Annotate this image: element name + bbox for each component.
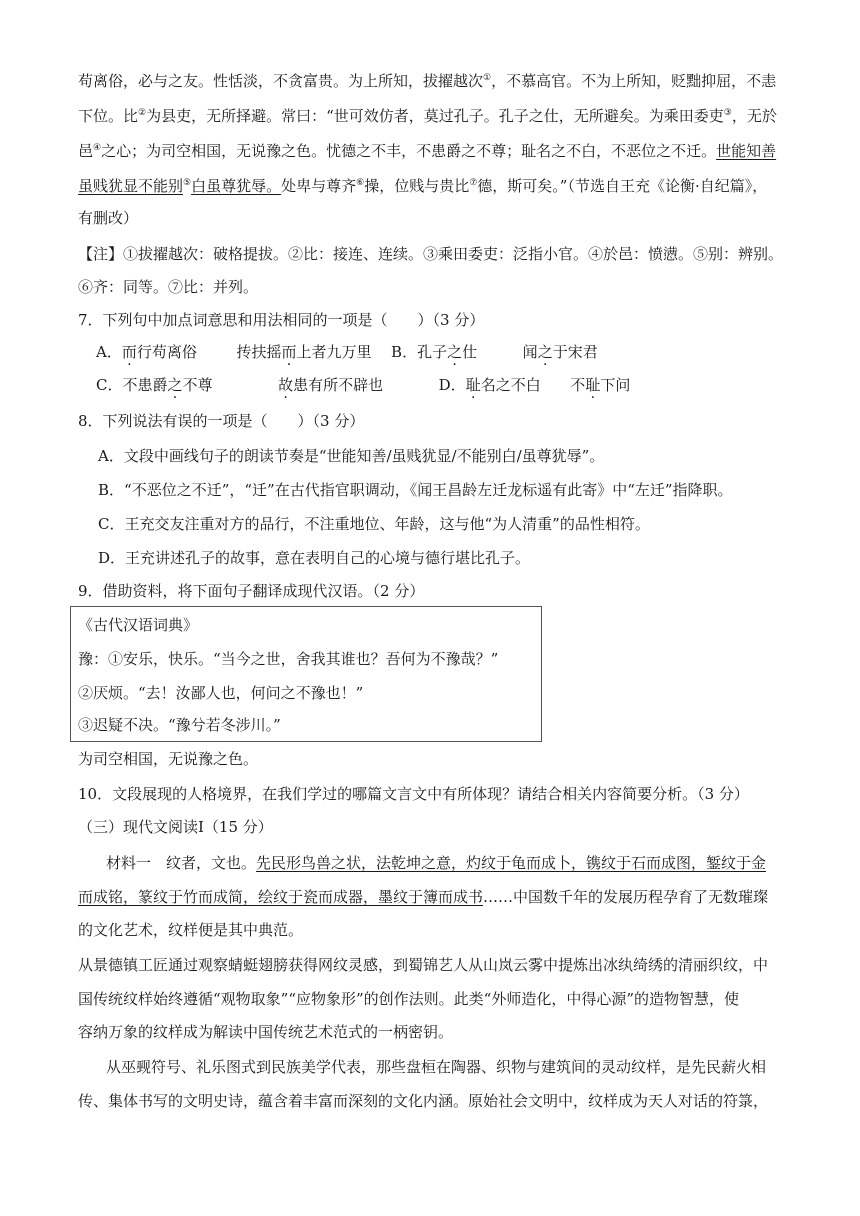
dotted-word: 之 xyxy=(447,343,463,361)
underlined-sentence-end: 白虽尊犹辱。 xyxy=(191,177,282,195)
question-7-options-ab: A．而行苟离俗 抟扶摇而上者九万里 B．孔子之仕 闻之于宋君 xyxy=(96,343,598,361)
question-7-stem: 7．下列句中加点词意思和用法相同的一项是（ ）（3 分） xyxy=(78,311,485,329)
dictionary-definition-2: ②厌烦。“去！汝鄙人也，何问之不豫也！” xyxy=(78,684,364,702)
dotted-word: 耻 xyxy=(465,376,481,394)
paragraph-2-line-1: 从景德镇工匠通过观察蜻蜓翅膀获得网纹灵感，到蜀锦艺人从山岚云雾中提炼出冰纨绮绣的清丽织纹，中 xyxy=(78,956,769,974)
dotted-word: 而 xyxy=(121,343,137,361)
dotted-word: 耻 xyxy=(585,376,601,394)
dotted-word: 故 xyxy=(278,376,294,394)
dotted-word: 之 xyxy=(537,343,553,361)
underlined-text: 而成铭，篆纹于竹而成简，绘纹于瓷而成器，墨纹于簿而成书 xyxy=(78,888,484,906)
paragraph-3-line-1: 从巫觋符号、礼乐图式到民族美学代表，那些盘桓在陶器、织物与建筑间的灵动纹样，是先民薪火相 xyxy=(106,1058,767,1076)
question-9-sentence: 为司空相国，无说豫之色。 xyxy=(78,750,259,768)
passage-line-4: 虽贱犹显不能别⑤白虽尊犹辱。处卑与尊齐⑥操，位贱与贵比⑦德，斯可矣。”（节选自王充《论衡·自纪篇》， xyxy=(78,177,768,195)
paragraph-2-line-3: 容纳万象的纹样成为解读中国传统艺术范式的一柄密钥。 xyxy=(78,1023,454,1041)
question-8-stem: 8．下列说法有误的一项是（ ）（3 分） xyxy=(78,412,365,430)
question-8-option-c: C．王充交友注重对方的品行，不注重地位、年龄，这与他“为人清重”的品性相符。 xyxy=(98,515,650,533)
passage-line-1: 苟离俗，必与之友。性恬淡，不贪富贵。为上所知，拔擢越次①，不慕高官。不为上所知，贬黜抑屈，不恚 xyxy=(78,72,777,90)
question-8-option-a: A．文段中画线句子的朗读节奏是“世能知善/虽贱犹显/不能别白/虽尊犹辱”。 xyxy=(98,447,605,465)
dictionary-definition-3: ③迟疑不决。“豫兮若冬涉川。” xyxy=(78,716,281,734)
material-1-line-2: 而成铭，篆纹于竹而成简，绘纹于瓷而成器，墨纹于簿而成书……中国数千年的发展历程孕育了无数璀璨 xyxy=(78,888,769,906)
dotted-word: 之 xyxy=(167,376,183,394)
question-8-option-b: B．“不恶位之不迁”，“迁”在古代指官职调动，《闻王昌龄左迁龙标遥有此寄》中“左迁”指降职。 xyxy=(98,481,733,499)
underlined-sentence-mid: 虽贱犹显不能别 xyxy=(78,177,184,195)
note-line-1: 【注】①拔擢越次：破格提拔。②比：接连、连续。③乘田委吏：泛指小官。④於邑：愤懑。⑤别：辨别。 xyxy=(78,245,784,263)
question-8-option-d: D．王充讲述孔子的故事，意在表明自己的心境与德行堪比孔子。 xyxy=(98,549,531,567)
note-line-2: ⑥齐：同等。⑦比：并列。 xyxy=(78,278,259,296)
underlined-sentence-start: 世能知善 xyxy=(716,142,777,160)
passage-line-5: 有删改） xyxy=(78,209,139,227)
question-7-options-cd: C．不患爵之不尊 故患有所不辟也 D．耻名之不白 不耻下问 xyxy=(96,376,631,394)
material-1-line-3: 的文化艺术，纹样便是其中典范。 xyxy=(78,921,304,939)
paragraph-2-line-2: 国传统纹样始终遵循“观物取象”“应物象形”的创作法则。此类“外师造化，中得心源”的造物智慧，使 xyxy=(78,990,740,1008)
section-title: （三）现代文阅读Ⅰ（15 分） xyxy=(78,818,273,836)
question-9-stem: 9．借助资料，将下面句子翻译成现代汉语。（2 分） xyxy=(78,582,425,600)
material-1-line-1: 材料一 纹者，文也。先民形鸟兽之状，法乾坤之意，灼纹于龟而成卜，镌纹于石而成图，錾纹于金 xyxy=(106,854,767,872)
paragraph-3-line-2: 传、集体书写的文明史诗，蕴含着丰富而深刻的文化内涵。原始社会文明中，纹样成为天人对话的符箓， xyxy=(78,1092,769,1110)
question-10-stem: 10．文段展现的人格境界，在我们学过的哪篇文言文中有所体现？请结合相关内容简要分析。（3 分） xyxy=(78,785,749,803)
passage-line-3: 邑④之心；为司空相国，无说豫之色。忧德之不丰，不患爵之不尊；耻名之不白，不恶位之不迁。世能知善 xyxy=(78,142,777,160)
passage-line-2: 下位。比②为县吏，无所择避。常曰：“世可效仿者，莫过孔子。孔子之仕，无所避矣。为乘田委吏③，无於 xyxy=(78,107,777,125)
dictionary-title: 《古代汉语词典》 xyxy=(78,616,199,634)
dictionary-definition-1: 豫：①安乐，快乐。“当今之世，舍我其谁也？吾何为不豫哉？” xyxy=(78,650,499,668)
underlined-text: 先民形鸟兽之状，法乾坤之意，灼纹于龟而成卜，镌纹于石而成图，錾纹于金 xyxy=(256,854,767,872)
dotted-word: 而 xyxy=(281,343,297,361)
